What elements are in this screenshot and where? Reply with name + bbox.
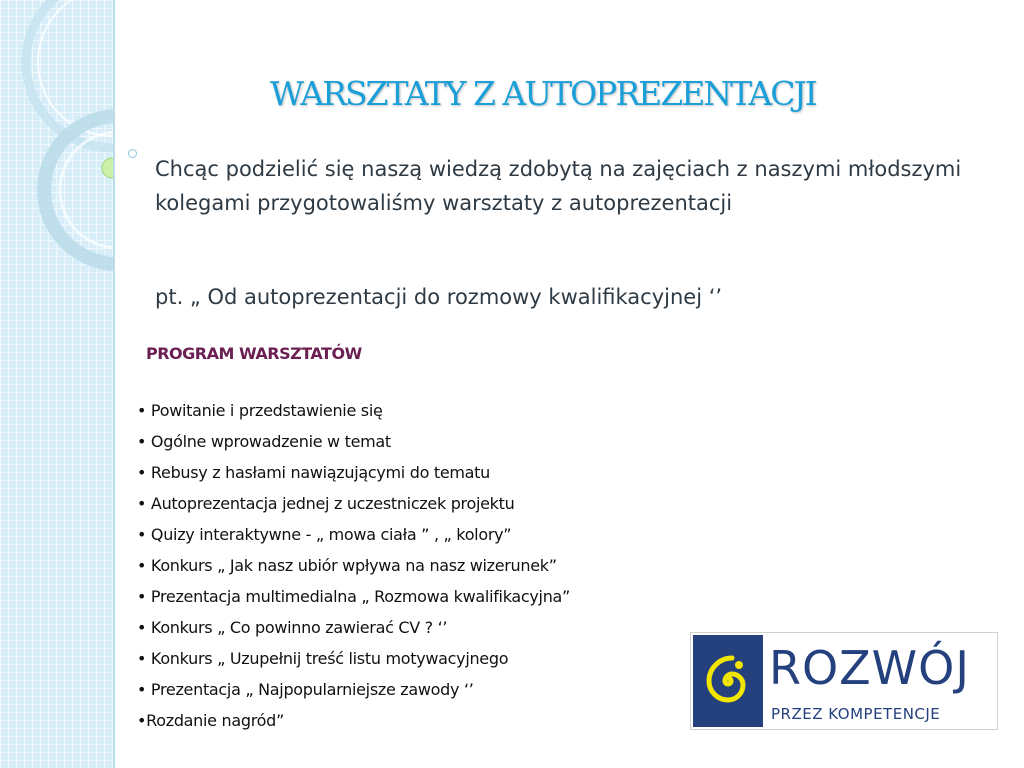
logo-tagline: PRZEZ KOMPETENCJE	[771, 705, 941, 723]
program-item: • Prezentacja multimedialna „ Rozmowa kwalifikacyjna”	[137, 587, 571, 606]
program-item: • Powitanie i przedstawienie się	[137, 401, 383, 420]
program-item: • Konkurs „ Uzupełnij treść listu motywacyjnego	[137, 649, 509, 668]
bullet-circle-icon	[128, 149, 137, 158]
intro-paragraph: Chcąc podzielić się naszą wiedzą zdobytą na zajęciach z naszymi młodszymi kolegami przygotowaliśmy warsztaty z autoprezentacji	[155, 157, 962, 215]
logo-wordmark: ROZWÓJ	[769, 641, 970, 695]
rozwoj-logo	[690, 632, 998, 730]
program-item: • Konkurs „ Jak nasz ubiór wpływa na nasz wizerunek”	[137, 556, 557, 575]
decorative-arcs	[0, 0, 113, 768]
program-item: • Autoprezentacja jednej z uczestniczek projektu	[137, 494, 515, 513]
workshop-subtitle: pt. „ Od autoprezentacji do rozmowy kwalifikacyjnej ‘’	[155, 285, 723, 309]
side-divider	[113, 0, 115, 768]
program-item: • Konkurs „ Co powinno zawierać CV ? ‘’	[137, 618, 448, 637]
program-item: • Quizy interaktywne - „ mowa ciała ” , „ kolory”	[137, 525, 512, 544]
program-item: • Ogólne wprowadzenie w temat	[137, 432, 391, 451]
program-item: •Rozdanie nagród”	[137, 711, 284, 730]
slide-title: WARSZTATY Z AUTOPREZENTACJI	[270, 74, 816, 113]
program-item: • Prezentacja „ Najpopularniejsze zawody ‘’	[137, 680, 474, 699]
program-item: • Rebusy z hasłami nawiązującymi do tematu	[137, 463, 490, 482]
program-heading: PROGRAM WARSZTATÓW	[146, 344, 362, 363]
decorative-side-panel	[0, 0, 113, 768]
spiral-logo-icon	[693, 635, 763, 727]
program-list	[137, 395, 570, 736]
